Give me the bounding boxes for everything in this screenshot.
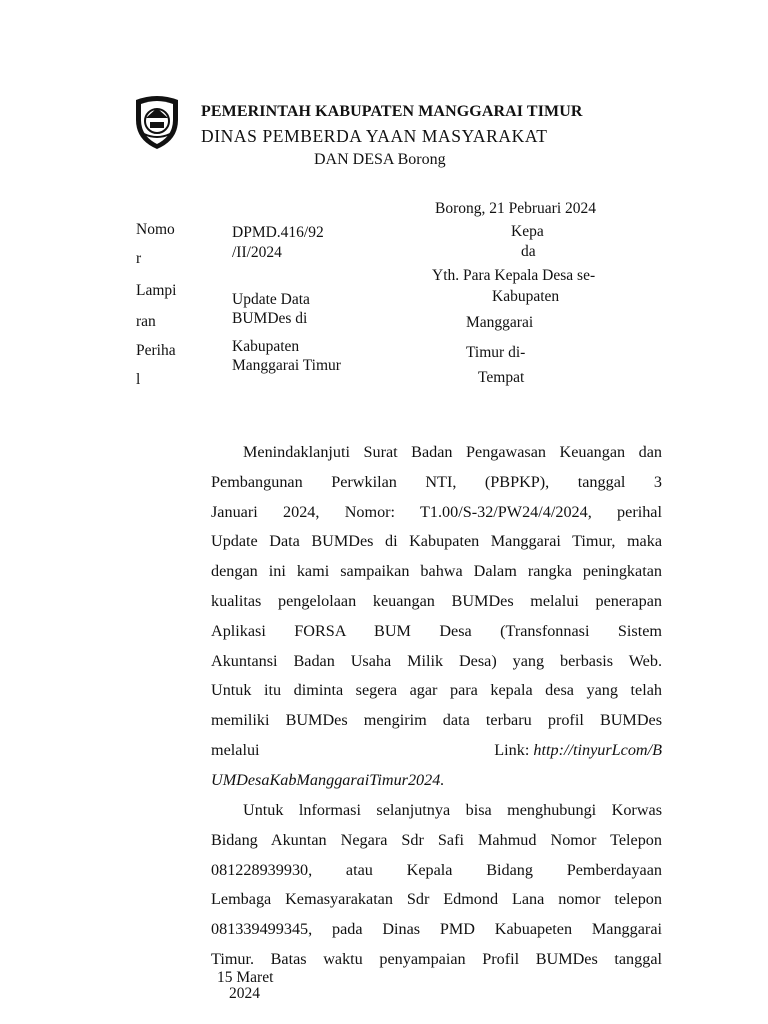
value-perihal-2: BUMDes di	[232, 310, 308, 327]
recipient-line4: Timur di-	[466, 344, 526, 361]
label-lampiran-a: Lampi	[136, 282, 177, 299]
paragraph-line: 081228939930, atau Kepala Bidang Pemberdayaan	[211, 860, 662, 879]
label-perihal-b: l	[136, 371, 141, 388]
paragraph-line: 081339499345, pada Dinas PMD Kabuapeten Manggarai	[211, 920, 662, 939]
letter-date: Borong, 21 Pebruari 2024	[435, 200, 597, 217]
paragraph-line: Bidang Akuntan Negara Sdr Safi Mahmud Nomor Telepon	[211, 830, 662, 849]
paragraph-line: Menindaklanjuti Surat Badan Pengawasan Keuangan dan	[243, 443, 662, 461]
recipient-line2: Kabupaten	[492, 288, 560, 305]
paragraph-line: Untuk lnformasi selanjutnya bisa menghubungi Korwas	[243, 801, 662, 819]
label-lampiran-b: ran	[136, 313, 156, 330]
paragraph-line: memiliki BUMDes mengirim data terbaru profil BUMDes	[211, 711, 662, 730]
deadline-date-b: 2024	[229, 985, 260, 1002]
link-intro: melalui Link:	[211, 740, 530, 759]
label-nomor-b: r	[136, 250, 142, 267]
value-perihal-1: Update Data	[232, 291, 310, 308]
recipient-kepa: Kepa	[511, 223, 544, 240]
recipient-line5: Tempat	[478, 369, 525, 386]
body-paragraph-2	[211, 796, 662, 975]
paragraph-line: Timur. Batas waktu penyampaian Profil BUMDes tanggal	[211, 949, 662, 968]
recipient-yth: Yth. Para Kepala Desa se-	[432, 267, 596, 284]
recipient-da: da	[521, 243, 536, 260]
value-nomor-b: /II/2024	[232, 244, 282, 261]
recipient-line3: Manggarai	[466, 314, 534, 331]
header-agency: DINAS PEMBERDA YAAN MASYARAKAT	[201, 126, 548, 146]
paragraph-line: Untuk itu diminta segera agar para kepala desa yang telah	[211, 681, 662, 700]
bumdes-link-part1[interactable]: http://tinyurLcom/B	[533, 740, 662, 759]
deadline-date-a: 15 Maret	[217, 969, 274, 986]
paragraph-line: Lembaga Kemasyarakatan Sdr Edmond Lana nomor telepon	[211, 890, 662, 909]
bumdes-link-part2[interactable]: UMDesaKabManggaraiTimur2024.	[211, 770, 445, 789]
value-perihal-4: Manggarai Timur	[232, 357, 341, 374]
header-government: PEMERINTAH KABUPATEN MANGGARAI TIMUR	[201, 103, 583, 120]
paragraph-line: Akuntansi Badan Usaha Milik Desa) yang berbasis Web.	[211, 651, 662, 670]
paragraph-line: Januari 2024, Nomor: T1.00/S-32/PW24/4/2024, perihal	[211, 502, 662, 521]
paragraph-line: Pembangunan Perwkilan NTI, (PBPKP), tanggal 3	[211, 472, 662, 491]
label-perihal-a: Periha	[136, 342, 176, 359]
paragraph-line: Aplikasi FORSA BUM Desa (Transfonnasi Sistem	[211, 621, 662, 640]
paragraph-line-link	[211, 736, 662, 766]
paragraph-line: kualitas pengelolaan keuangan BUMDes melalui penerapan	[211, 591, 662, 610]
paragraph-line: Update Data BUMDes di Kabupaten Manggarai Timur, maka	[211, 532, 662, 551]
header-agency-cont: DAN DESA Borong	[314, 151, 446, 168]
label-nomor-a: Nomo	[136, 221, 175, 238]
body-paragraph-1	[211, 438, 662, 796]
paragraph-line: dengan ini kami sampaikan bahwa Dalam rangka peningkatan	[211, 562, 662, 581]
value-perihal-3: Kabupaten	[232, 338, 300, 355]
value-nomor-a: DPMD.416/92	[232, 224, 324, 241]
regency-emblem-logo	[132, 94, 182, 150]
